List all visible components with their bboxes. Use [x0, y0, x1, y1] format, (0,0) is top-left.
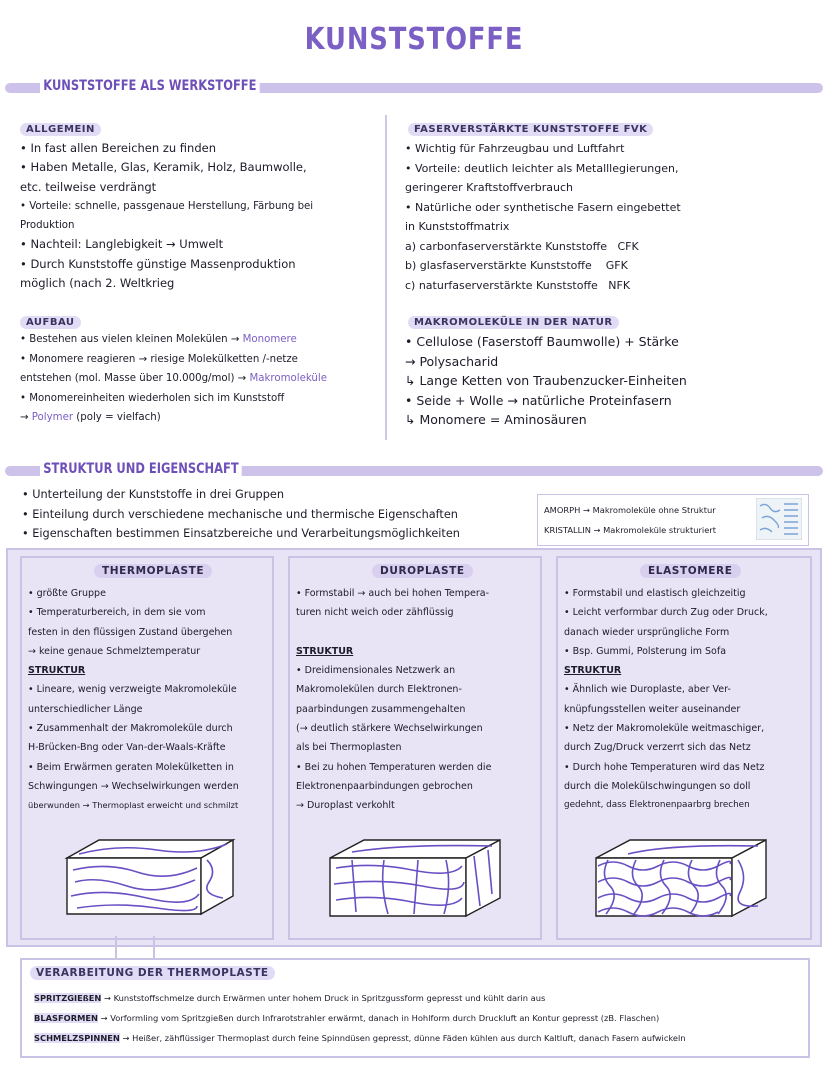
processing-list	[34, 988, 686, 1048]
duroplast-structure-illustration	[322, 836, 506, 920]
list-item: • Zusammenhalt der Makromoleküle durch	[28, 723, 233, 735]
list-item: durch Zug/Druck verzerrt sich das Netz	[564, 742, 751, 754]
list-item: → Duroplast verkohlt	[296, 800, 395, 812]
note-kristallin: KRISTALLIN → Makromoleküle strukturiert	[544, 525, 716, 535]
term-blasformen: BLASFORMEN	[34, 1013, 98, 1023]
list-item: unterschiedlicher Länge	[28, 703, 143, 715]
list-item: • Nachteil: Langlebigkeit → Umwelt	[20, 237, 224, 252]
list-item: • Einteilung durch verschiedene mechanische und thermische Eigenschaften	[22, 507, 458, 521]
list-item: • Bestehen aus vielen kleinen Molekülen →	[20, 334, 243, 345]
list-item: gedehnt, dass Elektronenpaarbrg brechen	[564, 800, 750, 811]
list-item: • Vorteile: schnelle, passgenaue Herstellung, Färbung bei	[20, 200, 314, 212]
list-item: Schwingungen → Wechselwirkungen werden	[28, 780, 239, 792]
list-item: durch die Molekülschwingungen so doll	[564, 780, 751, 792]
list-item: • Bei zu hohen Temperaturen werden die	[296, 761, 492, 773]
list-item: entstehen (mol. Masse über 10.000g/mol) →	[20, 373, 250, 384]
list-item: H-Brücken-Bng oder Van-der-Waals-Kräfte	[28, 742, 226, 754]
list-item: • Durch hohe Temperaturen wird das Netz	[564, 761, 765, 773]
section-heading-werkstoffe: KUNSTSTOFFE ALS WERKSTOFFE	[40, 78, 260, 94]
list-item: • Natürliche oder synthetische Fasern eingebettet	[405, 200, 681, 214]
list-item: a) carbonfaserverstärkte Kunststoffe CFK	[405, 239, 639, 253]
list-item: • Monomere reagieren → riesige Molekülketten /-netze	[20, 353, 298, 365]
card-title: DUROPLASTE	[372, 564, 473, 578]
list-item: • In fast allen Bereichen zu finden	[20, 141, 216, 155]
list-item: • Dreidimensionales Netzwerk an	[296, 665, 456, 677]
fvk-list	[405, 139, 681, 295]
term-polymer: Polymer	[31, 412, 74, 423]
list-item: Makromolekülen durch Elektronen-	[296, 684, 462, 696]
list-item: b) glasfaserverstärkte Kunststoffe GFK	[405, 259, 628, 272]
struktur-label: STRUKTUR	[296, 645, 354, 657]
allgemein-list	[20, 139, 313, 293]
subheading-aufbau: AUFBAU	[20, 316, 81, 329]
list-item: etc. teilweise verdrängt	[20, 179, 157, 194]
list-item: paarbindungen zusammengehalten	[296, 703, 466, 715]
list-item: • Durch Kunststoffe günstige Massenproduktion	[20, 256, 296, 271]
list-item: • Seide + Wolle → natürliche Proteinfasern	[405, 392, 672, 408]
thermo-list	[28, 584, 239, 816]
structure-note	[537, 494, 809, 546]
structure-thumbnail-icon	[756, 498, 802, 540]
polymer-note: (poly = vielfach)	[76, 412, 161, 423]
connector	[153, 936, 155, 960]
struktur-label: STRUKTUR	[564, 665, 622, 677]
processing-title: VERARBEITUNG DER THERMOPLASTE	[30, 966, 275, 980]
list-item: • Temperaturbereich, in dem sie vom	[28, 607, 206, 619]
list-item: danach wieder ursprüngliche Form	[564, 626, 730, 638]
list-item: • Eigenschaften bestimmen Einsatzbereiche und Verarbeitungsmöglichkeiten	[22, 527, 460, 540]
list-item: • Bsp. Gummi, Polsterung im Sofa	[564, 645, 727, 657]
list-item: → Vorformling vom Spritzgießen durch Infrarotstrahler erwärmt, danach in Hohlform durch Druckluft an Kontur gepresst (zB. Flaschen)	[98, 1013, 660, 1023]
note-amorph: AMORPH → Makromoleküle ohne Struktur	[544, 505, 716, 515]
card-title: ELASTOMERE	[640, 564, 741, 578]
thermoplaste-card	[20, 556, 274, 940]
list-item: • Unterteilung der Kunststoffe in drei Gruppen	[22, 488, 284, 501]
list-item: • Monomereinheiten wiederholen sich im Kunststoff	[20, 392, 285, 404]
list-item: c) naturfaserverstärkte Kunststoffe NFK	[405, 278, 631, 292]
list-item	[296, 623, 491, 642]
list-item: → Polysacharid	[405, 353, 499, 369]
list-item: → keine genaue Schmelztemperatur	[28, 645, 201, 657]
list-item: • Lineare, wenig verzweigte Makromoleküle	[28, 684, 237, 696]
list-item: ↳ Monomere = Aminosäuren	[405, 412, 587, 427]
list-item: knüpfungsstellen weiter auseinander	[564, 703, 741, 715]
list-item: • Formstabil und elastisch gleichzeitig	[564, 588, 746, 599]
list-item: →	[20, 412, 32, 423]
list-item: • Cellulose (Faserstoff Baumwolle) + Stärke	[405, 334, 679, 349]
natur-list	[405, 332, 687, 430]
list-item: überwunden → Thermoplast erweicht und schmilzt	[28, 800, 239, 811]
list-item: • Formstabil → auch bei hohen Tempera-	[296, 588, 490, 599]
subheading-fvk: FASERVERSTÄRKTE KUNSTSTOFFE FVK	[408, 123, 653, 136]
subheading-natur: MAKROMOLEKÜLE IN DER NATUR	[408, 316, 619, 329]
term-monomere: Monomere	[242, 334, 297, 345]
list-item: → Heißer, zähflüssiger Thermoplast durch feine Spinndüsen gepresst, dünne Fäden kühlen aus durch Kaltluft, danach Fasern aufwickeln	[119, 1033, 686, 1043]
list-item: • Netz der Makromoleküle weitmaschiger,	[564, 723, 765, 735]
list-item: festen in den flüssigen Zustand übergehen	[28, 626, 233, 638]
list-item: als bei Thermoplasten	[296, 742, 402, 754]
list-item: (→ deutlich stärkere Wechselwirkungen	[296, 723, 483, 735]
list-item: Elektronenpaarbindungen gebrochen	[296, 780, 473, 792]
duroplaste-card	[288, 556, 542, 940]
struktur-intro	[22, 485, 460, 544]
list-item: in Kunststoffmatrix	[405, 220, 510, 233]
list-item: → Kunststoffschmelze durch Erwärmen unter hohem Druck in Spritzgussform gepresst und kühlt darin aus	[101, 993, 546, 1003]
page-title: KUNSTSTOFFE	[304, 22, 524, 57]
processing-panel	[20, 958, 810, 1058]
list-item: • Beim Erwärmen geraten Molekülketten in	[28, 761, 234, 773]
aufbau-list	[20, 330, 327, 428]
elasto-list	[564, 584, 768, 816]
list-item: möglich (nach 2. Weltkrieg	[20, 276, 175, 291]
elastomer-structure-illustration	[588, 836, 772, 920]
elastomere-card	[556, 556, 812, 940]
list-item: • Haben Metalle, Glas, Keramik, Holz, Baumwolle,	[20, 160, 307, 175]
card-title: THERMOPLASTE	[94, 564, 212, 578]
list-item: • Wichtig für Fahrzeugbau und Luftfahrt	[405, 142, 625, 155]
list-item: • Ähnlich wie Duroplaste, aber Ver-	[564, 684, 731, 696]
list-item: geringerer Kraftstoffverbrauch	[405, 181, 573, 194]
thermoplast-structure-illustration	[57, 836, 237, 918]
list-item: • größte Gruppe	[28, 588, 106, 599]
list-item: turen nicht weich oder zähflüssig	[296, 607, 454, 619]
list-item: • Leicht verformbar durch Zug oder Druck,	[564, 607, 768, 619]
section-heading-struktur: STRUKTUR UND EIGENSCHAFT	[40, 461, 242, 477]
column-divider	[385, 115, 387, 440]
term-schmelzspinnen: SCHMELZSPINNEN	[34, 1033, 120, 1043]
list-item: ↳ Lange Ketten von Traubenzucker-Einheiten	[405, 373, 687, 388]
subheading-allgemein: ALLGEMEIN	[20, 123, 101, 136]
struktur-label: STRUKTUR	[28, 665, 86, 677]
list-item: Produktion	[20, 220, 75, 232]
term-makromolekuele: Makromoleküle	[249, 373, 327, 384]
term-spritzgiessen: SPRITZGIEßEN	[34, 993, 102, 1003]
duro-list	[296, 584, 491, 816]
list-item: • Vorteile: deutlich leichter als Metalllegierungen,	[405, 161, 679, 175]
connector	[115, 936, 117, 960]
